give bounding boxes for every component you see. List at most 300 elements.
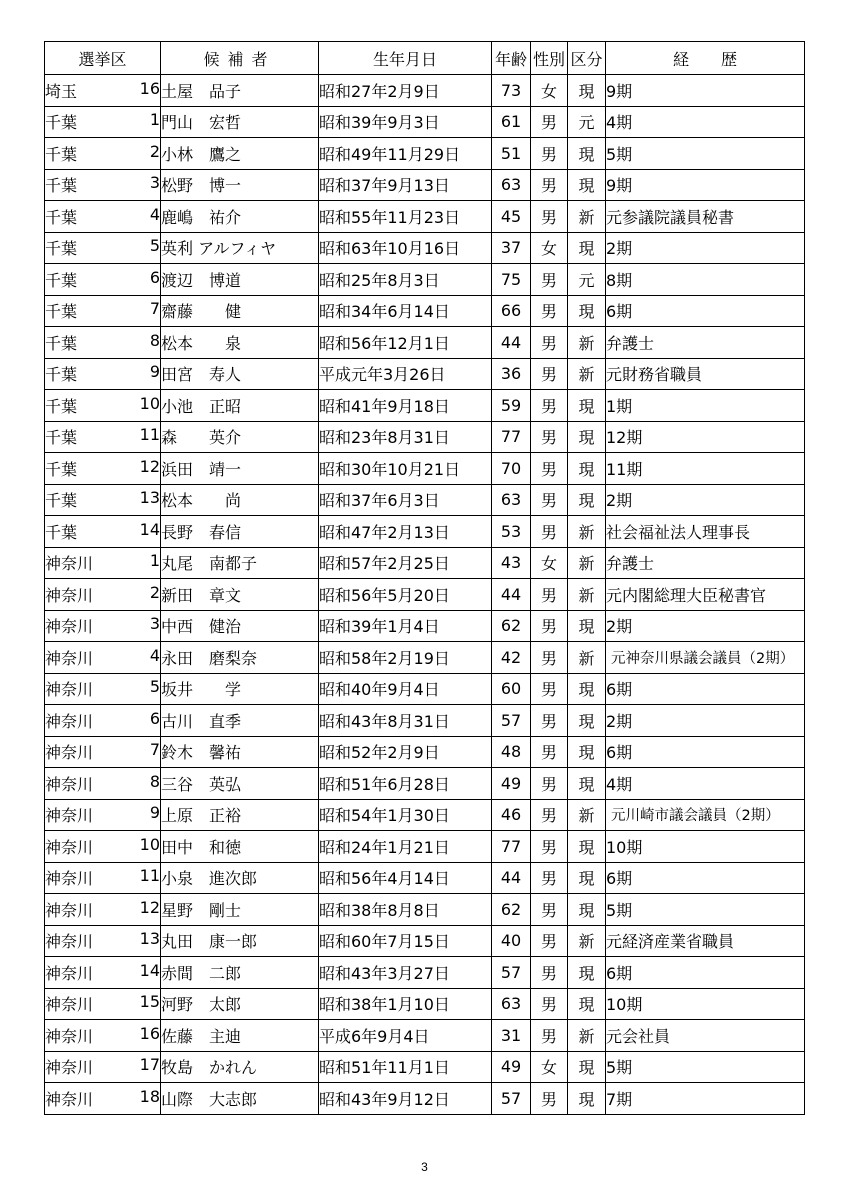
kubun: 新 — [568, 925, 606, 957]
sex: 男 — [531, 831, 568, 863]
prefecture: 神奈川 — [45, 617, 94, 637]
table-row — [45, 925, 805, 957]
birthdate: 昭和56年12月1日 — [319, 327, 492, 359]
district-number: 3 — [149, 173, 160, 193]
age: 44 — [492, 862, 531, 894]
kubun: 現 — [568, 453, 606, 485]
kubun: 現 — [568, 390, 606, 422]
table-row — [45, 957, 805, 989]
birthdate: 昭和58年2月19日 — [319, 642, 492, 674]
district-cell — [45, 516, 161, 548]
district-cell — [45, 768, 161, 800]
kubun: 現 — [568, 232, 606, 264]
career: 弁護士 — [606, 547, 805, 579]
candidate-name: 森 英介 — [161, 421, 319, 453]
career: 6期 — [606, 862, 805, 894]
prefecture: 千葉 — [45, 144, 78, 164]
prefecture: 神奈川 — [45, 963, 94, 983]
sex: 男 — [531, 106, 568, 138]
age: 46 — [492, 799, 531, 831]
prefecture: 神奈川 — [45, 806, 94, 826]
birthdate: 昭和38年1月10日 — [319, 988, 492, 1020]
table-row — [45, 1020, 805, 1052]
kubun: 現 — [568, 957, 606, 989]
sex: 男 — [531, 169, 568, 201]
birthdate: 昭和37年9月13日 — [319, 169, 492, 201]
table-row — [45, 768, 805, 800]
district-cell — [45, 925, 161, 957]
kubun: 現 — [568, 169, 606, 201]
career: 2期 — [606, 484, 805, 516]
candidate-name: 坂井 学 — [161, 673, 319, 705]
table-row — [45, 705, 805, 737]
kubun: 現 — [568, 484, 606, 516]
birthdate: 昭和39年1月4日 — [319, 610, 492, 642]
birthdate: 平成6年9月4日 — [319, 1020, 492, 1052]
age: 63 — [492, 988, 531, 1020]
candidate-name: 中西 健治 — [161, 610, 319, 642]
district-number: 2 — [149, 582, 160, 602]
district-number: 4 — [149, 645, 160, 665]
kubun: 現 — [568, 705, 606, 737]
kubun: 新 — [568, 799, 606, 831]
header-candidate: 候補者 — [161, 42, 319, 75]
table-row — [45, 799, 805, 831]
candidate-name: 浜田 靖一 — [161, 453, 319, 485]
age: 61 — [492, 106, 531, 138]
age: 42 — [492, 642, 531, 674]
sex: 男 — [531, 138, 568, 170]
career: 1期 — [606, 390, 805, 422]
district-cell — [45, 1083, 161, 1115]
prefecture: 千葉 — [45, 459, 78, 479]
kubun: 新 — [568, 516, 606, 548]
birthdate: 昭和63年10月16日 — [319, 232, 492, 264]
district-number: 9 — [149, 803, 160, 823]
birthdate: 昭和25年8月3日 — [319, 264, 492, 296]
career: 2期 — [606, 610, 805, 642]
age: 44 — [492, 579, 531, 611]
district-number: 8 — [149, 771, 160, 791]
candidate-name: 新田 章文 — [161, 579, 319, 611]
age: 31 — [492, 1020, 531, 1052]
sex: 男 — [531, 642, 568, 674]
district-number: 7 — [149, 740, 160, 760]
career: 元会社員 — [606, 1020, 805, 1052]
prefecture: 神奈川 — [45, 648, 94, 668]
age: 57 — [492, 1083, 531, 1115]
district-number: 13 — [139, 488, 160, 508]
sex: 男 — [531, 390, 568, 422]
birthdate: 昭和39年9月3日 — [319, 106, 492, 138]
header-district: 選挙区 — [45, 42, 161, 75]
district-cell — [45, 673, 161, 705]
career: 社会福祉法人理事長 — [606, 516, 805, 548]
career: 元内閣総理大臣秘書官 — [606, 579, 805, 611]
age: 63 — [492, 484, 531, 516]
kubun: 現 — [568, 831, 606, 863]
district-cell — [45, 894, 161, 926]
career: 2期 — [606, 705, 805, 737]
prefecture: 千葉 — [45, 428, 78, 448]
birthdate: 昭和54年1月30日 — [319, 799, 492, 831]
prefecture: 神奈川 — [45, 869, 94, 889]
career: 11期 — [606, 453, 805, 485]
district-cell — [45, 610, 161, 642]
sex: 男 — [531, 925, 568, 957]
kubun: 新 — [568, 1020, 606, 1052]
career: 元川崎市議会議員（2期） — [606, 799, 805, 831]
age: 73 — [492, 75, 531, 107]
district-cell — [45, 453, 161, 485]
district-cell — [45, 799, 161, 831]
district-cell — [45, 1051, 161, 1083]
district-number: 17 — [139, 1055, 160, 1075]
district-cell — [45, 232, 161, 264]
district-number: 8 — [149, 330, 160, 350]
district-number: 3 — [149, 614, 160, 634]
birthdate: 昭和43年8月31日 — [319, 705, 492, 737]
candidate-name: 丸田 康一郎 — [161, 925, 319, 957]
age: 44 — [492, 327, 531, 359]
candidate-name: 田中 和徳 — [161, 831, 319, 863]
kubun: 新 — [568, 547, 606, 579]
prefecture: 神奈川 — [45, 837, 94, 857]
sex: 女 — [531, 547, 568, 579]
birthdate: 昭和24年1月21日 — [319, 831, 492, 863]
table-row — [45, 327, 805, 359]
table-row — [45, 547, 805, 579]
candidate-name: 小林 鷹之 — [161, 138, 319, 170]
candidate-name: 英利 アルフィヤ — [161, 232, 319, 264]
age: 62 — [492, 610, 531, 642]
prefecture: 神奈川 — [45, 680, 94, 700]
age: 57 — [492, 705, 531, 737]
table-header — [45, 42, 805, 75]
sex: 男 — [531, 705, 568, 737]
district-number: 15 — [139, 992, 160, 1012]
candidate-name: 丸尾 南都子 — [161, 547, 319, 579]
district-cell — [45, 421, 161, 453]
birthdate: 昭和52年2月9日 — [319, 736, 492, 768]
prefecture: 千葉 — [45, 365, 78, 385]
prefecture: 神奈川 — [45, 554, 94, 574]
prefecture: 神奈川 — [45, 1026, 94, 1046]
age: 45 — [492, 201, 531, 233]
table-row — [45, 673, 805, 705]
sex: 男 — [531, 799, 568, 831]
birthdate: 昭和40年9月4日 — [319, 673, 492, 705]
sex: 男 — [531, 988, 568, 1020]
header-sex: 性別 — [531, 42, 568, 75]
table-row — [45, 264, 805, 296]
birthdate: 昭和30年10月21日 — [319, 453, 492, 485]
prefecture: 千葉 — [45, 491, 78, 511]
header-kubun: 区分 — [568, 42, 606, 75]
birthdate: 昭和38年8月8日 — [319, 894, 492, 926]
prefecture: 神奈川 — [45, 1058, 94, 1078]
table-row — [45, 358, 805, 390]
candidate-name: 山際 大志郎 — [161, 1083, 319, 1115]
kubun: 現 — [568, 138, 606, 170]
prefecture: 千葉 — [45, 239, 78, 259]
district-number: 1 — [149, 110, 160, 130]
sex: 女 — [531, 1051, 568, 1083]
sex: 男 — [531, 327, 568, 359]
birthdate: 昭和49年11月29日 — [319, 138, 492, 170]
career: 6期 — [606, 736, 805, 768]
birthdate: 昭和41年9月18日 — [319, 390, 492, 422]
sex: 男 — [531, 894, 568, 926]
career: 元経済産業省職員 — [606, 925, 805, 957]
sex: 男 — [531, 957, 568, 989]
header-age: 年齢 — [492, 42, 531, 75]
age: 63 — [492, 169, 531, 201]
age: 77 — [492, 421, 531, 453]
birthdate: 昭和43年9月12日 — [319, 1083, 492, 1115]
kubun: 現 — [568, 862, 606, 894]
district-cell — [45, 169, 161, 201]
page-number: 3 — [421, 1160, 428, 1174]
sex: 女 — [531, 75, 568, 107]
age: 57 — [492, 957, 531, 989]
prefecture: 千葉 — [45, 113, 78, 133]
birthdate: 昭和60年7月15日 — [319, 925, 492, 957]
birthdate: 昭和51年6月28日 — [319, 768, 492, 800]
district-cell — [45, 327, 161, 359]
kubun: 現 — [568, 736, 606, 768]
candidate-name: 永田 磨梨奈 — [161, 642, 319, 674]
district-cell — [45, 264, 161, 296]
district-number: 12 — [139, 456, 160, 476]
birthdate: 昭和47年2月13日 — [319, 516, 492, 548]
table-row — [45, 138, 805, 170]
district-cell — [45, 106, 161, 138]
district-cell — [45, 579, 161, 611]
sex: 男 — [531, 736, 568, 768]
age: 53 — [492, 516, 531, 548]
age: 75 — [492, 264, 531, 296]
career: 元財務省職員 — [606, 358, 805, 390]
candidate-name: 土屋 品子 — [161, 75, 319, 107]
district-number: 1 — [149, 551, 160, 571]
district-number: 6 — [149, 708, 160, 728]
prefecture: 神奈川 — [45, 711, 94, 731]
sex: 男 — [531, 1083, 568, 1115]
table-row — [45, 642, 805, 674]
sex: 男 — [531, 264, 568, 296]
prefecture: 千葉 — [45, 522, 78, 542]
table-row — [45, 390, 805, 422]
kubun: 現 — [568, 610, 606, 642]
kubun: 元 — [568, 264, 606, 296]
candidate-name: 田宮 寿人 — [161, 358, 319, 390]
candidate-name: 門山 宏哲 — [161, 106, 319, 138]
district-number: 10 — [139, 393, 160, 413]
prefecture: 神奈川 — [45, 900, 94, 920]
table-row — [45, 610, 805, 642]
district-number: 14 — [139, 519, 160, 539]
table-row — [45, 75, 805, 107]
sex: 男 — [531, 358, 568, 390]
prefecture: 神奈川 — [45, 774, 94, 794]
career: 10期 — [606, 831, 805, 863]
age: 40 — [492, 925, 531, 957]
career: 弁護士 — [606, 327, 805, 359]
district-cell — [45, 988, 161, 1020]
career: 9期 — [606, 169, 805, 201]
table-row — [45, 516, 805, 548]
candidate-name: 小泉 進次郎 — [161, 862, 319, 894]
district-cell — [45, 484, 161, 516]
prefecture: 千葉 — [45, 396, 78, 416]
district-cell — [45, 736, 161, 768]
birthdate: 昭和55年11月23日 — [319, 201, 492, 233]
career: 4期 — [606, 106, 805, 138]
district-cell — [45, 75, 161, 107]
career: 6期 — [606, 673, 805, 705]
table-row — [45, 579, 805, 611]
table-row — [45, 988, 805, 1020]
candidate-name: 松本 泉 — [161, 327, 319, 359]
district-cell — [45, 862, 161, 894]
table-row — [45, 169, 805, 201]
district-cell — [45, 831, 161, 863]
district-cell — [45, 390, 161, 422]
prefecture: 千葉 — [45, 270, 78, 290]
district-cell — [45, 1020, 161, 1052]
age: 48 — [492, 736, 531, 768]
prefecture: 神奈川 — [45, 995, 94, 1015]
sex: 男 — [531, 768, 568, 800]
district-cell — [45, 705, 161, 737]
career: 12期 — [606, 421, 805, 453]
table-row — [45, 295, 805, 327]
table-body — [45, 75, 805, 1115]
sex: 男 — [531, 673, 568, 705]
sex: 男 — [531, 295, 568, 327]
birthdate: 昭和56年4月14日 — [319, 862, 492, 894]
district-number: 18 — [139, 1086, 160, 1106]
district-number: 12 — [139, 897, 160, 917]
age: 70 — [492, 453, 531, 485]
district-number: 14 — [139, 960, 160, 980]
age: 36 — [492, 358, 531, 390]
career: 2期 — [606, 232, 805, 264]
age: 62 — [492, 894, 531, 926]
table-row — [45, 736, 805, 768]
sex: 男 — [531, 610, 568, 642]
candidate-name: 長野 春信 — [161, 516, 319, 548]
candidate-name: 三谷 英弘 — [161, 768, 319, 800]
district-number: 16 — [139, 1023, 160, 1043]
birthdate: 昭和23年8月31日 — [319, 421, 492, 453]
table-row — [45, 232, 805, 264]
career: 9期 — [606, 75, 805, 107]
table-row — [45, 1083, 805, 1115]
candidate-name: 赤間 二郎 — [161, 957, 319, 989]
header-birthdate: 生年月日 — [319, 42, 492, 75]
candidate-name: 松本 尚 — [161, 484, 319, 516]
career: 7期 — [606, 1083, 805, 1115]
candidate-name: 齋藤 健 — [161, 295, 319, 327]
age: 49 — [492, 1051, 531, 1083]
birthdate: 昭和56年5月20日 — [319, 579, 492, 611]
career: 5期 — [606, 1051, 805, 1083]
birthdate: 昭和57年2月25日 — [319, 547, 492, 579]
table-row — [45, 421, 805, 453]
kubun: 現 — [568, 421, 606, 453]
district-cell — [45, 138, 161, 170]
district-number: 5 — [149, 677, 160, 697]
candidate-name: 鹿嶋 祐介 — [161, 201, 319, 233]
prefecture: 神奈川 — [45, 1089, 94, 1109]
prefecture: 神奈川 — [45, 932, 94, 952]
kubun: 元 — [568, 106, 606, 138]
kubun: 現 — [568, 1051, 606, 1083]
prefecture: 千葉 — [45, 207, 78, 227]
candidate-name: 松野 博一 — [161, 169, 319, 201]
table-row — [45, 201, 805, 233]
district-number: 13 — [139, 929, 160, 949]
district-number: 4 — [149, 204, 160, 224]
sex: 男 — [531, 453, 568, 485]
district-number: 9 — [149, 362, 160, 382]
sex: 男 — [531, 484, 568, 516]
kubun: 現 — [568, 988, 606, 1020]
district-number: 6 — [149, 267, 160, 287]
prefecture: 千葉 — [45, 333, 78, 353]
sex: 男 — [531, 862, 568, 894]
prefecture: 千葉 — [45, 302, 78, 322]
birthdate: 昭和51年11月1日 — [319, 1051, 492, 1083]
table-row — [45, 484, 805, 516]
candidate-name: 河野 太郎 — [161, 988, 319, 1020]
header-career: 経歴 — [606, 42, 805, 75]
kubun: 現 — [568, 75, 606, 107]
age: 66 — [492, 295, 531, 327]
kubun: 現 — [568, 768, 606, 800]
table-row — [45, 1051, 805, 1083]
candidate-name: 牧島 かれん — [161, 1051, 319, 1083]
district-number: 2 — [149, 141, 160, 161]
kubun: 現 — [568, 894, 606, 926]
birthdate: 昭和34年6月14日 — [319, 295, 492, 327]
district-cell — [45, 547, 161, 579]
kubun: 新 — [568, 642, 606, 674]
district-number: 7 — [149, 299, 160, 319]
career: 4期 — [606, 768, 805, 800]
career: 6期 — [606, 957, 805, 989]
age: 77 — [492, 831, 531, 863]
candidate-name: 星野 剛士 — [161, 894, 319, 926]
district-number: 11 — [139, 425, 160, 445]
career: 8期 — [606, 264, 805, 296]
candidate-name: 上原 正裕 — [161, 799, 319, 831]
birthdate: 昭和27年2月9日 — [319, 75, 492, 107]
career: 6期 — [606, 295, 805, 327]
sex: 男 — [531, 516, 568, 548]
kubun: 現 — [568, 673, 606, 705]
district-cell — [45, 642, 161, 674]
birthdate: 昭和43年3月27日 — [319, 957, 492, 989]
candidate-name: 佐藤 主迪 — [161, 1020, 319, 1052]
kubun: 新 — [568, 579, 606, 611]
table-row — [45, 894, 805, 926]
table-row — [45, 453, 805, 485]
career: 10期 — [606, 988, 805, 1020]
district-number: 16 — [139, 78, 160, 98]
